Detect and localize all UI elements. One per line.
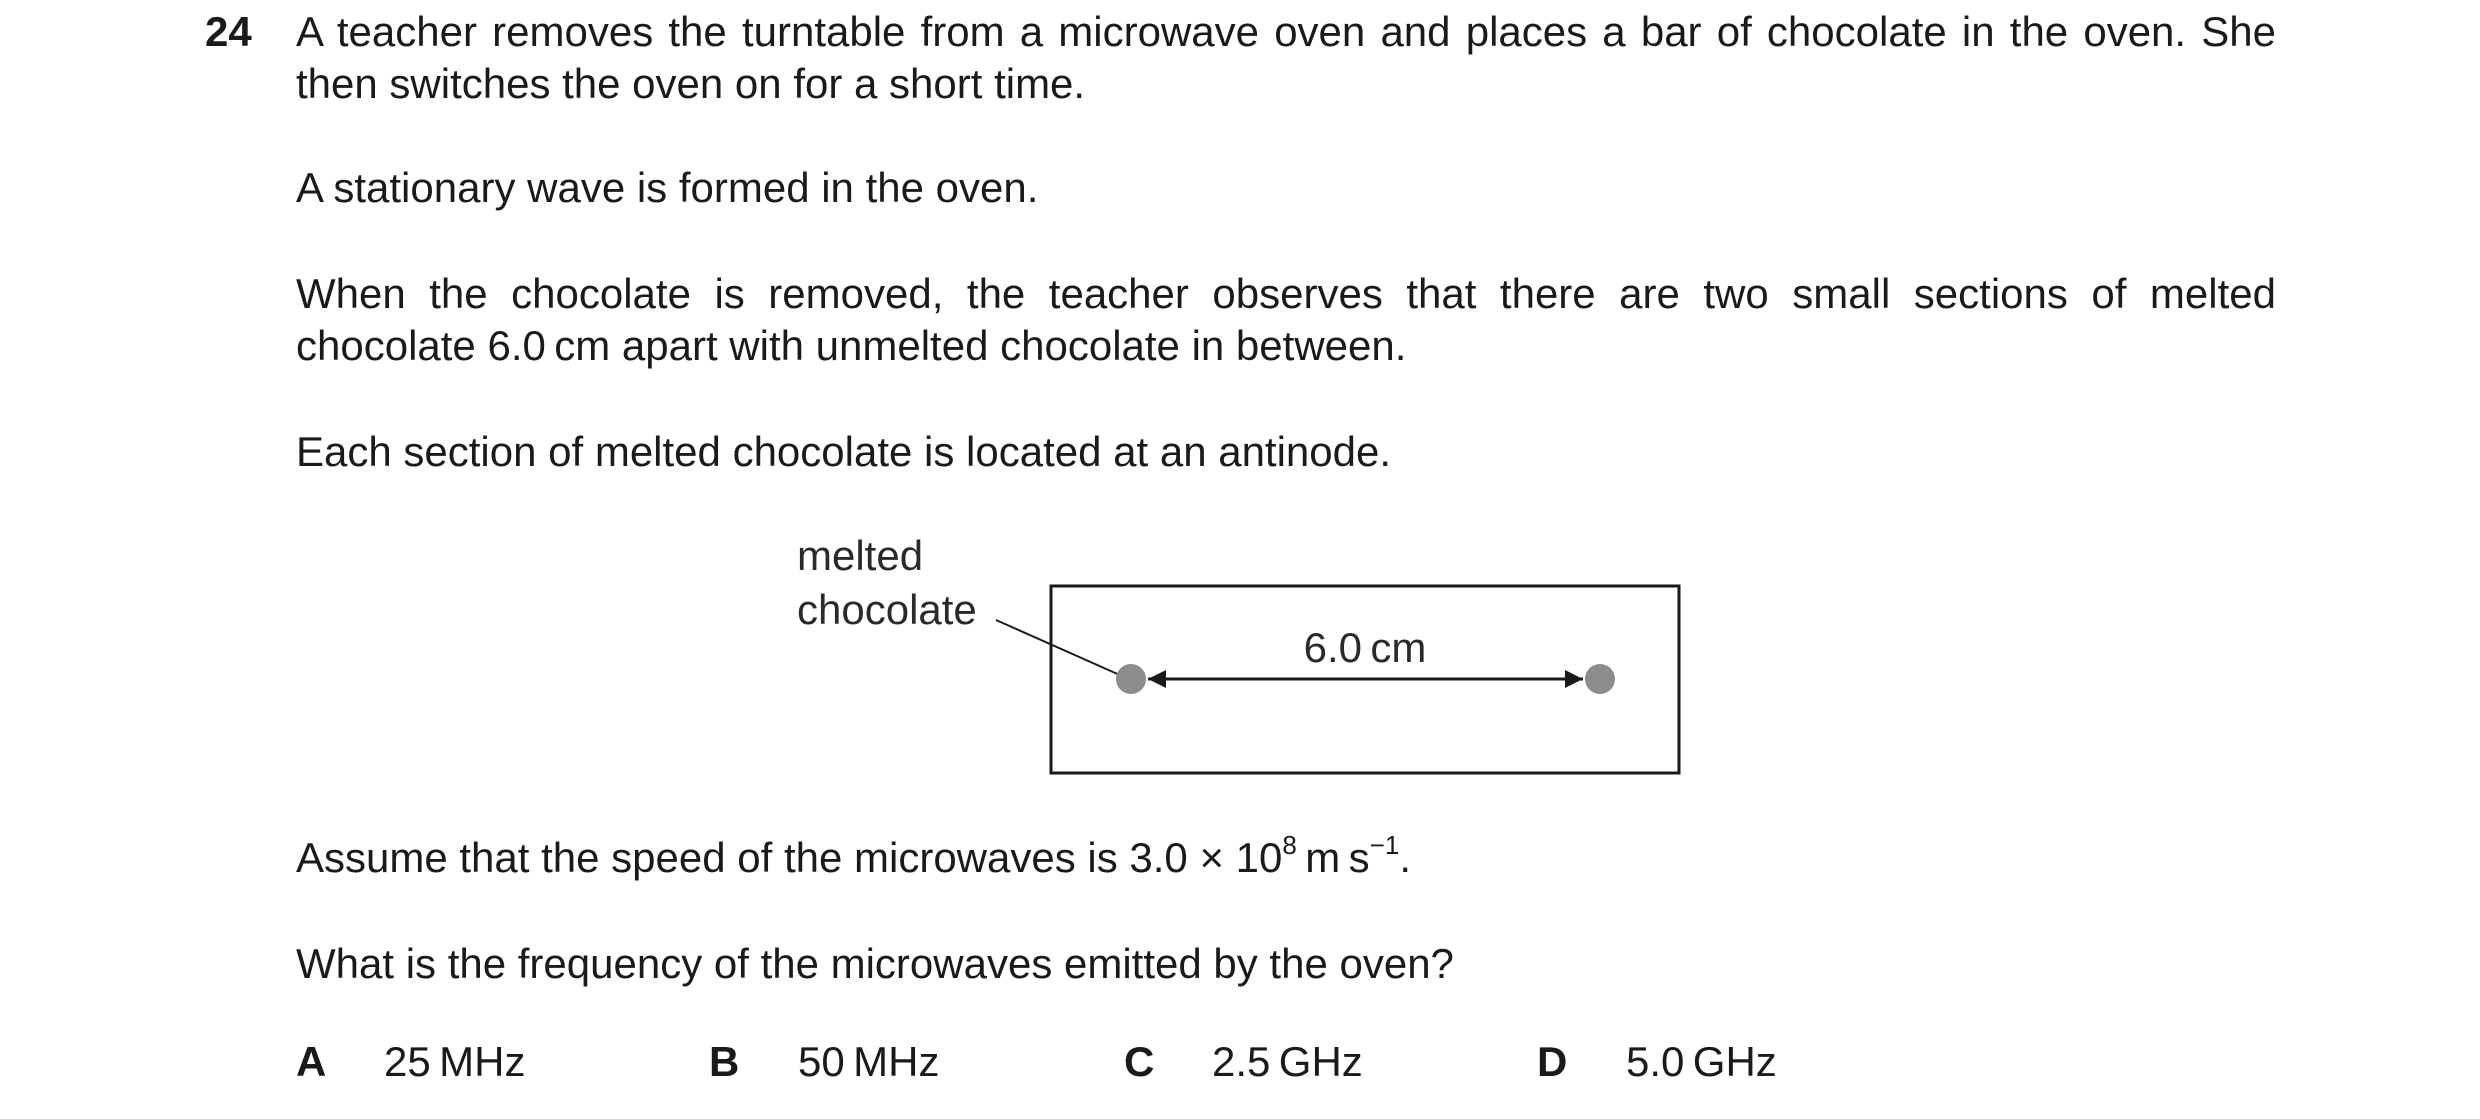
speed-unit: m s [1296, 834, 1370, 881]
option-a-value: 25 MHz [384, 1038, 526, 1085]
question-paragraph-stationary-wave: A stationary wave is formed in the oven. [296, 164, 1039, 211]
option-d-value: 5.0 GHz [1626, 1038, 1777, 1085]
speed-unit-exponent: −1 [1369, 830, 1400, 860]
melted-label-line1: melted [797, 532, 924, 579]
chocolate-bar-outline [1051, 586, 1679, 773]
speed-exponent: 8 [1282, 830, 1297, 860]
option-c-value: 2.5 GHz [1212, 1038, 1363, 1085]
option-b-value: 50 MHz [798, 1038, 940, 1085]
question-number: 24 [205, 8, 252, 55]
label-leader-line [996, 620, 1122, 676]
melted-spot-right [1585, 664, 1615, 694]
option-b-letter: B [709, 1038, 740, 1085]
question-paragraph-observation: When the chocolate is removed, the teacher observes that there are two small sections of melted chocolate 6.0 cm apart with unmelted chocolate in between. [296, 270, 2276, 369]
option-d-letter: D [1537, 1038, 1568, 1085]
question-paragraph-speed [296, 832, 2276, 884]
question-paragraph-antinode: Each section of melted chocolate is located at an antinode. [296, 428, 1392, 475]
melted-label-line2: chocolate [797, 586, 977, 633]
option-c-letter: C [1124, 1038, 1155, 1085]
question-paragraph-intro: A teacher removes the turntable from a microwave oven and places a bar of chocolate in the oven. She then switches the oven on for a short time. [296, 8, 2276, 107]
distance-label: 6.0 cm [1303, 624, 1427, 671]
speed-prefix: Assume that the speed of the microwaves is 3.0 × 10 [296, 834, 1283, 881]
question-paragraph-prompt: What is the frequency of the microwaves emitted by the oven? [296, 940, 1454, 987]
speed-suffix: . [1399, 834, 1411, 881]
option-a-letter: A [296, 1038, 327, 1085]
melted-spot-left [1116, 664, 1146, 694]
